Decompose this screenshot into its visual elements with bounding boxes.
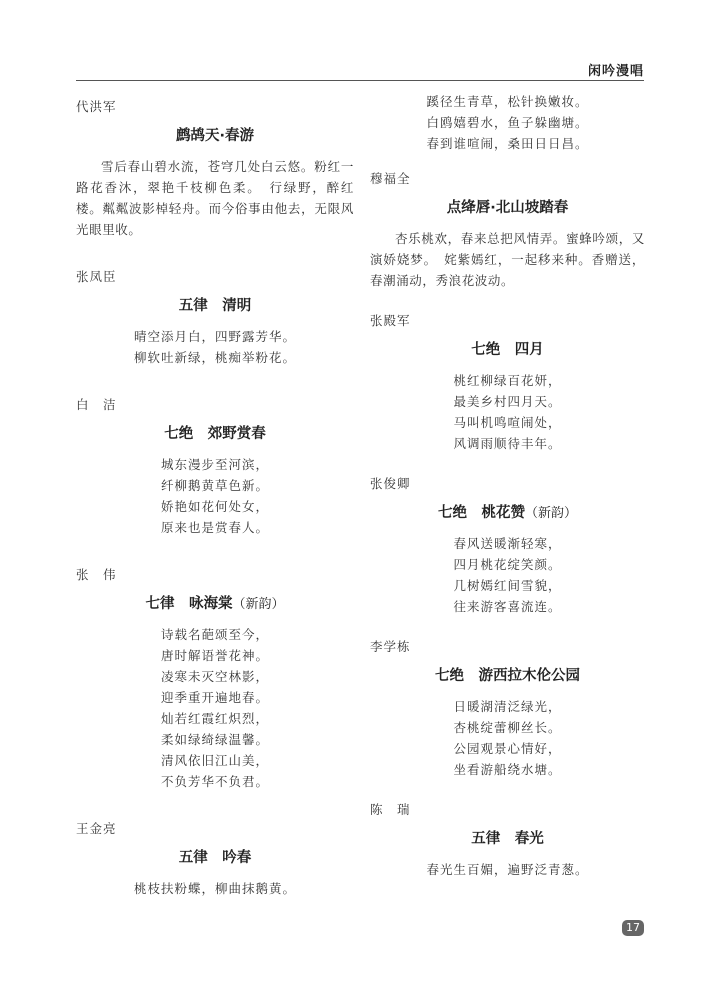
poem-block: [76, 819, 354, 899]
poem-lines: [370, 91, 645, 154]
poem-title: [76, 422, 354, 443]
poem-author: 代洪军: [76, 99, 117, 114]
poem-title: [370, 338, 645, 359]
poem-line: 春光生百媚，遍野泛青葱。: [426, 862, 589, 877]
poem-lines: [76, 878, 354, 899]
poem-line: 坐看游船绕水塘。: [453, 762, 562, 777]
poem-line: 迎季重开遍地春。: [160, 690, 269, 705]
poem-line: 四月桃花绽笑颜。: [453, 557, 562, 572]
poem-line: 不负芳华不负君。: [160, 774, 269, 789]
poem-title-note: （新韵）: [524, 506, 577, 521]
poem-line: 蹊径生青草，松针换嫩妆。: [426, 94, 589, 109]
poem-line: 纤柳鹅黄草色新。: [160, 478, 269, 493]
poem-block: [370, 311, 645, 454]
poem-title: [76, 294, 354, 315]
poem-line: 晴空添月白，四野露芳华。: [133, 329, 296, 344]
poem-title: [370, 501, 645, 522]
poem-line: 公园观景心情好，: [453, 741, 562, 756]
left-column: [76, 97, 354, 899]
poem-line: 雪后春山碧水流，苍穹几处白云悠。粉红一路花香沐，翠艳千枝柳色柔。 行绿野，醉红楼。粼粼波影棹轻舟。而今俗事由他去，无限风光眼里收。: [76, 159, 354, 237]
right-column: [370, 94, 645, 880]
poem-title: [370, 827, 645, 848]
poem-title: [76, 592, 354, 613]
poem-line: 杏乐桃欢，春来总把风情弄。蜜蜂吟颂，又演娇娆梦。 姹紫嫣红，一起移来种。香赠送，春潮涌动，秀浪花波动。: [370, 231, 645, 288]
poem-block: [370, 800, 645, 880]
poem-line: 城东漫步至河滨，: [160, 457, 269, 472]
poem-line: 最美乡村四月天。: [453, 394, 562, 409]
poem-title: [370, 664, 645, 685]
poem-line: 娇艳如花何处女，: [160, 499, 269, 514]
poem-block: [370, 169, 645, 291]
poem-line: 马叫机鸣喧闹处，: [453, 415, 562, 430]
poem-block: [370, 91, 645, 154]
poem-title-text: 五律 春光: [471, 831, 544, 847]
poem-title: [370, 196, 645, 217]
poem-author: 李学栋: [370, 639, 411, 654]
poem-line: 春到谁喧闹，桑田日日昌。: [426, 136, 589, 151]
poem-line: 桃红柳绿百花妍，: [453, 373, 562, 388]
poem-block: [76, 395, 354, 538]
poem-title-text: 七律 咏海棠: [145, 596, 233, 612]
header-divider: [76, 80, 644, 81]
poem-line: 诗载名葩颂至今，: [160, 627, 269, 642]
poem-line: 风调雨顺待丰年。: [453, 436, 562, 451]
poem-block: [76, 565, 354, 792]
poem-line: 原来也是赏春人。: [160, 520, 269, 535]
poem-line: 桃枝扶粉蝶，柳曲抹鹅黄。: [133, 881, 296, 896]
poem-author: 张殿军: [370, 313, 411, 328]
poem-lines: [76, 326, 354, 368]
poem-prose: [76, 156, 354, 240]
poem-lines: [370, 696, 645, 780]
poem-lines: [370, 859, 645, 880]
poem-block: [76, 267, 354, 368]
poem-title: [76, 846, 354, 867]
poem-lines: [370, 533, 645, 617]
poem-title-text: 七绝 桃花赞: [437, 505, 525, 521]
poem-title-text: 鹧鸪天·春游: [175, 128, 254, 144]
poem-title-text: 五律 吟春: [178, 850, 252, 866]
poem-line: 柔如绿绮绿温馨。: [160, 732, 269, 747]
poem-author: 张俊卿: [370, 476, 411, 491]
poem-title-text: 点绛唇·北山坡踏春: [446, 200, 569, 216]
running-header-title: 闲吟漫唱: [587, 64, 644, 79]
poem-line: 往来游客喜流连。: [453, 599, 562, 614]
poem-line: 白鸥嬉碧水，鱼子躲幽塘。: [426, 115, 589, 130]
poem-block: [370, 637, 645, 780]
poem-title: [76, 124, 354, 145]
poem-line: 杏桃绽蕾柳丝长。: [453, 720, 562, 735]
poem-block: [76, 97, 354, 240]
poem-title-text: 七绝 四月: [471, 342, 544, 358]
poem-line: 春风送暖渐轻寒，: [453, 536, 562, 551]
poem-line: 唐时解语誉花神。: [160, 648, 269, 663]
poem-title-text: 七绝 郊野赏春: [164, 426, 266, 442]
poem-line: 灿若红霞红炽烈，: [160, 711, 269, 726]
poem-line: 日暖湖清泛绿光，: [453, 699, 562, 714]
poem-lines: [370, 370, 645, 454]
poem-lines: [76, 624, 354, 792]
poem-block: [370, 474, 645, 617]
poem-line: 柳软吐新绿，桃痴举粉花。: [133, 350, 296, 365]
poem-lines: [76, 454, 354, 538]
page-number-badge: 17: [622, 920, 644, 936]
poem-author: 白 洁: [76, 397, 117, 412]
poem-author: 张 伟: [76, 567, 117, 582]
poem-author: 陈 瑞: [370, 802, 411, 817]
poem-author: 王金亮: [76, 821, 117, 836]
poem-title-note: （新韵）: [232, 597, 285, 612]
poem-line: 清风依旧江山美，: [160, 753, 269, 768]
poem-title-text: 七绝 游西拉木伦公园: [435, 668, 580, 684]
poem-line: 几树嫣红间雪貌，: [453, 578, 562, 593]
poem-author: 张凤臣: [76, 269, 117, 284]
poem-line: 凌寒未灭空林影，: [160, 669, 269, 684]
poem-author: 穆福全: [370, 171, 411, 186]
poem-prose: [370, 228, 645, 291]
poem-title-text: 五律 清明: [178, 298, 252, 314]
